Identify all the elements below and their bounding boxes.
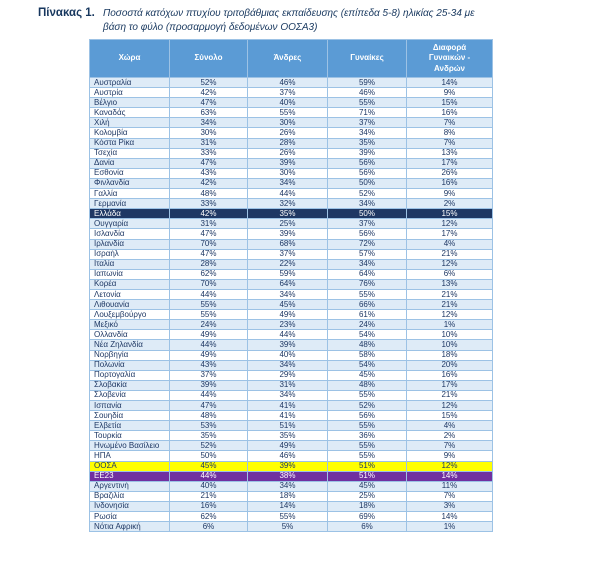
value-cell: 39% <box>248 461 328 471</box>
value-cell: 42% <box>170 209 248 219</box>
value-cell: 59% <box>328 78 407 88</box>
value-cell: 34% <box>170 118 248 128</box>
country-cell: Λιθουανία <box>90 300 170 310</box>
table-caption <box>103 7 503 35</box>
value-cell: 70% <box>170 239 248 249</box>
table-caption-line1: Ποσοστά κατόχων πτυχίου τριτοβάθμιας εκπαίδευσης (επίπεδα 5-8) ηλικίας 25-34 με <box>103 8 475 19</box>
country-cell: Τουρκία <box>90 431 170 441</box>
table-row <box>90 431 493 441</box>
table-row <box>90 441 493 451</box>
value-cell: 48% <box>170 189 248 199</box>
value-cell: 69% <box>328 512 407 522</box>
table-header <box>90 40 493 78</box>
table-row <box>90 239 493 249</box>
value-cell: 49% <box>170 350 248 360</box>
value-cell: 28% <box>248 138 328 148</box>
value-cell: 17% <box>407 229 493 239</box>
value-cell: 40% <box>170 481 248 491</box>
value-cell: 42% <box>170 88 248 98</box>
table-header-row <box>90 40 493 78</box>
value-cell: 49% <box>170 330 248 340</box>
value-cell: 14% <box>248 501 328 511</box>
value-cell: 35% <box>328 138 407 148</box>
table-row <box>90 390 493 400</box>
page-title: Πίνακας 1. <box>38 7 95 19</box>
value-cell: 45% <box>328 370 407 380</box>
value-cell: 58% <box>328 350 407 360</box>
country-cell: Σλοβενία <box>90 390 170 400</box>
value-cell: 37% <box>328 219 407 229</box>
value-cell: 7% <box>407 441 493 451</box>
table-row <box>90 380 493 390</box>
value-cell: 49% <box>248 441 328 451</box>
table-row <box>90 512 493 522</box>
country-cell: Κορέα <box>90 279 170 289</box>
value-cell: 55% <box>328 390 407 400</box>
table-row <box>90 501 493 511</box>
value-cell: 21% <box>170 491 248 501</box>
table-row <box>90 279 493 289</box>
value-cell: 64% <box>328 269 407 279</box>
table-row <box>90 330 493 340</box>
country-cell: Ισλανδία <box>90 229 170 239</box>
value-cell: 18% <box>248 491 328 501</box>
value-cell: 34% <box>248 289 328 299</box>
value-cell: 34% <box>248 178 328 188</box>
country-cell: Κολομβία <box>90 128 170 138</box>
value-cell: 52% <box>328 189 407 199</box>
value-cell: 28% <box>170 259 248 269</box>
value-cell: 57% <box>328 249 407 259</box>
value-cell: 18% <box>407 350 493 360</box>
value-cell: 9% <box>407 189 493 199</box>
country-cell: Γερμανία <box>90 199 170 209</box>
value-cell: 6% <box>407 269 493 279</box>
country-cell: ΕΕ23 <box>90 471 170 481</box>
value-cell: 40% <box>248 98 328 108</box>
value-cell: 46% <box>248 451 328 461</box>
country-cell: Χιλή <box>90 118 170 128</box>
value-cell: 31% <box>248 380 328 390</box>
value-cell: 46% <box>248 78 328 88</box>
value-cell: 62% <box>170 269 248 279</box>
value-cell: 36% <box>328 431 407 441</box>
value-cell: 39% <box>248 229 328 239</box>
value-cell: 44% <box>170 390 248 400</box>
value-cell: 21% <box>407 249 493 259</box>
table-row <box>90 289 493 299</box>
table-row <box>90 138 493 148</box>
country-cell: ΗΠΑ <box>90 451 170 461</box>
country-cell: Ιρλανδία <box>90 239 170 249</box>
value-cell: 12% <box>407 310 493 320</box>
value-cell: 55% <box>170 300 248 310</box>
country-cell: ΟΟΣΑ <box>90 461 170 471</box>
value-cell: 40% <box>248 350 328 360</box>
value-cell: 16% <box>170 501 248 511</box>
country-cell: Πολωνία <box>90 360 170 370</box>
value-cell: 47% <box>170 229 248 239</box>
table-row <box>90 491 493 501</box>
value-cell: 14% <box>407 78 493 88</box>
value-cell: 26% <box>248 128 328 138</box>
value-cell: 32% <box>248 199 328 209</box>
table-row <box>90 178 493 188</box>
value-cell: 35% <box>170 431 248 441</box>
value-cell: 55% <box>248 108 328 118</box>
value-cell: 12% <box>407 219 493 229</box>
value-cell: 34% <box>328 199 407 209</box>
column-header-4: Διαφορά Γυναικών - Ανδρών <box>407 40 493 78</box>
value-cell: 15% <box>407 98 493 108</box>
value-cell: 31% <box>170 138 248 148</box>
country-cell: Λετονία <box>90 289 170 299</box>
value-cell: 1% <box>407 522 493 532</box>
value-cell: 7% <box>407 491 493 501</box>
value-cell: 14% <box>407 512 493 522</box>
value-cell: 55% <box>328 421 407 431</box>
value-cell: 26% <box>407 168 493 178</box>
value-cell: 20% <box>407 360 493 370</box>
table-row <box>90 78 493 88</box>
country-cell: Εσθονία <box>90 168 170 178</box>
value-cell: 30% <box>170 128 248 138</box>
country-cell: Βέλγιο <box>90 98 170 108</box>
value-cell: 4% <box>407 239 493 249</box>
value-cell: 24% <box>328 320 407 330</box>
education-statistics-table <box>89 39 493 532</box>
value-cell: 35% <box>248 209 328 219</box>
value-cell: 56% <box>328 168 407 178</box>
value-cell: 34% <box>248 360 328 370</box>
value-cell: 10% <box>407 330 493 340</box>
value-cell: 55% <box>248 512 328 522</box>
value-cell: 63% <box>170 108 248 118</box>
table-row <box>90 158 493 168</box>
value-cell: 35% <box>248 431 328 441</box>
value-cell: 71% <box>328 108 407 118</box>
value-cell: 17% <box>407 380 493 390</box>
table-row <box>90 401 493 411</box>
value-cell: 64% <box>248 279 328 289</box>
table-row <box>90 421 493 431</box>
value-cell: 45% <box>170 461 248 471</box>
value-cell: 52% <box>170 78 248 88</box>
value-cell: 8% <box>407 128 493 138</box>
value-cell: 15% <box>407 209 493 219</box>
table-row <box>90 199 493 209</box>
value-cell: 42% <box>170 178 248 188</box>
value-cell: 46% <box>328 88 407 98</box>
table-row <box>90 259 493 269</box>
value-cell: 51% <box>248 421 328 431</box>
value-cell: 29% <box>248 370 328 380</box>
table-row <box>90 168 493 178</box>
column-header-2: Άνδρες <box>248 40 328 78</box>
table-row <box>90 88 493 98</box>
value-cell: 37% <box>248 88 328 98</box>
value-cell: 47% <box>170 401 248 411</box>
value-cell: 30% <box>248 168 328 178</box>
value-cell: 52% <box>328 401 407 411</box>
value-cell: 61% <box>328 310 407 320</box>
country-cell: Λουξεμβούργο <box>90 310 170 320</box>
value-cell: 33% <box>170 199 248 209</box>
value-cell: 76% <box>328 279 407 289</box>
country-cell: Ινδονησία <box>90 501 170 511</box>
table-row <box>90 481 493 491</box>
value-cell: 41% <box>248 411 328 421</box>
table-row <box>90 350 493 360</box>
value-cell: 68% <box>248 239 328 249</box>
value-cell: 66% <box>328 300 407 310</box>
value-cell: 45% <box>328 481 407 491</box>
value-cell: 12% <box>407 461 493 471</box>
value-cell: 41% <box>248 401 328 411</box>
table-row <box>90 189 493 199</box>
country-cell: Μεξικό <box>90 320 170 330</box>
value-cell: 6% <box>328 522 407 532</box>
table-row <box>90 461 493 471</box>
value-cell: 38% <box>248 471 328 481</box>
value-cell: 18% <box>328 501 407 511</box>
table-row <box>90 411 493 421</box>
value-cell: 33% <box>170 148 248 158</box>
value-cell: 44% <box>170 340 248 350</box>
value-cell: 30% <box>248 118 328 128</box>
value-cell: 3% <box>407 501 493 511</box>
value-cell: 4% <box>407 421 493 431</box>
value-cell: 55% <box>328 451 407 461</box>
value-cell: 70% <box>170 279 248 289</box>
value-cell: 51% <box>328 471 407 481</box>
value-cell: 10% <box>407 340 493 350</box>
value-cell: 23% <box>248 320 328 330</box>
value-cell: 26% <box>248 148 328 158</box>
value-cell: 39% <box>248 158 328 168</box>
country-cell: Γαλλία <box>90 189 170 199</box>
value-cell: 16% <box>407 370 493 380</box>
value-cell: 48% <box>170 411 248 421</box>
value-cell: 48% <box>328 380 407 390</box>
table-body <box>90 78 493 532</box>
country-cell: Βραζιλία <box>90 491 170 501</box>
value-cell: 62% <box>170 512 248 522</box>
value-cell: 7% <box>407 138 493 148</box>
value-cell: 59% <box>248 269 328 279</box>
value-cell: 56% <box>328 411 407 421</box>
value-cell: 45% <box>248 300 328 310</box>
value-cell: 21% <box>407 289 493 299</box>
value-cell: 43% <box>170 360 248 370</box>
value-cell: 2% <box>407 431 493 441</box>
value-cell: 39% <box>170 380 248 390</box>
value-cell: 39% <box>248 340 328 350</box>
value-cell: 47% <box>170 98 248 108</box>
table-row <box>90 471 493 481</box>
value-cell: 34% <box>248 481 328 491</box>
value-cell: 55% <box>170 310 248 320</box>
value-cell: 14% <box>407 471 493 481</box>
value-cell: 17% <box>407 158 493 168</box>
value-cell: 15% <box>407 411 493 421</box>
value-cell: 44% <box>170 289 248 299</box>
value-cell: 53% <box>170 421 248 431</box>
value-cell: 44% <box>170 471 248 481</box>
table-row <box>90 108 493 118</box>
value-cell: 47% <box>170 249 248 259</box>
country-cell: Δανία <box>90 158 170 168</box>
country-cell: Φινλανδία <box>90 178 170 188</box>
column-header-3: Γυναίκες <box>328 40 407 78</box>
country-cell: Σλοβακία <box>90 380 170 390</box>
value-cell: 21% <box>407 300 493 310</box>
table-row <box>90 209 493 219</box>
country-cell: Ελλάδα <box>90 209 170 219</box>
table-row <box>90 451 493 461</box>
value-cell: 11% <box>407 481 493 491</box>
value-cell: 34% <box>248 390 328 400</box>
column-header-1: Σύνολο <box>170 40 248 78</box>
value-cell: 24% <box>170 320 248 330</box>
table-row <box>90 229 493 239</box>
table-row <box>90 148 493 158</box>
value-cell: 56% <box>328 158 407 168</box>
country-cell: Καναδάς <box>90 108 170 118</box>
table-row <box>90 320 493 330</box>
country-cell: Σουηδία <box>90 411 170 421</box>
table-row <box>90 98 493 108</box>
country-cell: Νέα Ζηλανδία <box>90 340 170 350</box>
value-cell: 54% <box>328 330 407 340</box>
value-cell: 1% <box>407 320 493 330</box>
table-caption-line2: βάση το φύλο (προσαρμογή δεδομένων ΟΟΣΑ3) <box>103 22 318 33</box>
value-cell: 31% <box>170 219 248 229</box>
table-row <box>90 360 493 370</box>
value-cell: 9% <box>407 88 493 98</box>
value-cell: 37% <box>248 249 328 259</box>
country-cell: Νότια Αφρική <box>90 522 170 532</box>
value-cell: 44% <box>248 330 328 340</box>
value-cell: 55% <box>328 289 407 299</box>
value-cell: 54% <box>328 360 407 370</box>
country-cell: Ιταλία <box>90 259 170 269</box>
value-cell: 47% <box>170 158 248 168</box>
value-cell: 34% <box>328 128 407 138</box>
table-row <box>90 340 493 350</box>
value-cell: 34% <box>328 259 407 269</box>
table-row <box>90 249 493 259</box>
value-cell: 52% <box>170 441 248 451</box>
country-cell: Ουγγαρία <box>90 219 170 229</box>
value-cell: 37% <box>170 370 248 380</box>
value-cell: 12% <box>407 401 493 411</box>
value-cell: 7% <box>407 118 493 128</box>
table-row <box>90 128 493 138</box>
table-row <box>90 370 493 380</box>
value-cell: 37% <box>328 118 407 128</box>
value-cell: 50% <box>170 451 248 461</box>
value-cell: 55% <box>328 441 407 451</box>
column-header-0: Χώρα <box>90 40 170 78</box>
value-cell: 50% <box>328 178 407 188</box>
country-cell: Ιαπωνία <box>90 269 170 279</box>
value-cell: 72% <box>328 239 407 249</box>
value-cell: 49% <box>248 310 328 320</box>
country-cell: Νορβηγία <box>90 350 170 360</box>
value-cell: 39% <box>328 148 407 158</box>
value-cell: 16% <box>407 178 493 188</box>
country-cell: Αργεντινή <box>90 481 170 491</box>
country-cell: Ισπανία <box>90 401 170 411</box>
country-cell: Ολλανδία <box>90 330 170 340</box>
country-cell: Αυστρία <box>90 88 170 98</box>
value-cell: 2% <box>407 199 493 209</box>
value-cell: 6% <box>170 522 248 532</box>
value-cell: 44% <box>248 189 328 199</box>
value-cell: 43% <box>170 168 248 178</box>
value-cell: 50% <box>328 209 407 219</box>
value-cell: 48% <box>328 340 407 350</box>
country-cell: Ρωσία <box>90 512 170 522</box>
table-row <box>90 310 493 320</box>
table-row <box>90 118 493 128</box>
value-cell: 16% <box>407 108 493 118</box>
value-cell: 51% <box>328 461 407 471</box>
value-cell: 22% <box>248 259 328 269</box>
value-cell: 55% <box>328 98 407 108</box>
value-cell: 21% <box>407 390 493 400</box>
country-cell: Τσεχία <box>90 148 170 158</box>
value-cell: 25% <box>248 219 328 229</box>
value-cell: 13% <box>407 148 493 158</box>
country-cell: Ηνωμένο Βασίλειο <box>90 441 170 451</box>
value-cell: 9% <box>407 451 493 461</box>
country-cell: Ισραήλ <box>90 249 170 259</box>
value-cell: 56% <box>328 229 407 239</box>
value-cell: 13% <box>407 279 493 289</box>
country-cell: Κόστα Ρίκα <box>90 138 170 148</box>
table-row <box>90 300 493 310</box>
country-cell: Ελβετία <box>90 421 170 431</box>
value-cell: 12% <box>407 259 493 269</box>
table-row <box>90 269 493 279</box>
country-cell: Πορτογαλία <box>90 370 170 380</box>
country-cell: Αυστραλία <box>90 78 170 88</box>
value-cell: 25% <box>328 491 407 501</box>
table-row <box>90 522 493 532</box>
value-cell: 5% <box>248 522 328 532</box>
table-row <box>90 219 493 229</box>
